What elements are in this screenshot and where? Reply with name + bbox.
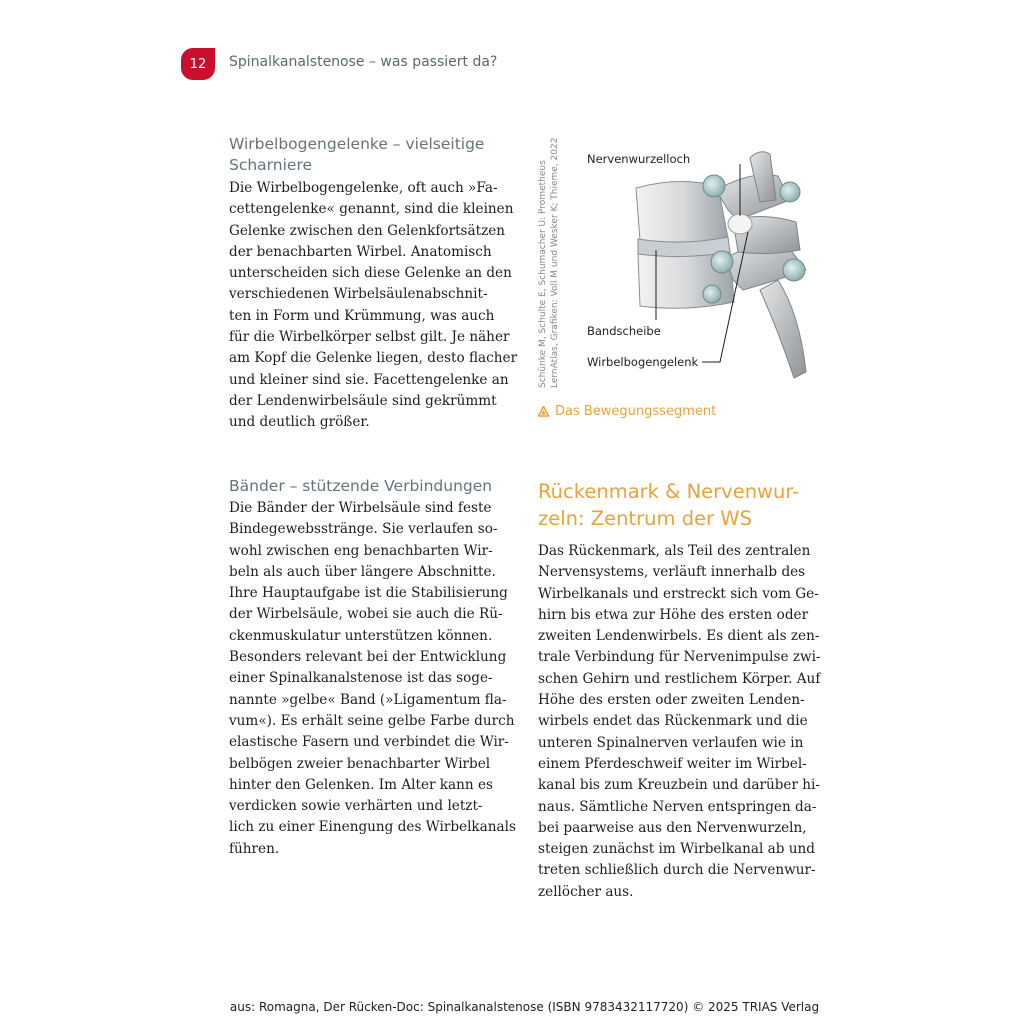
section-heading-ligaments: Bänder – stützende Verbindungen [229, 477, 493, 495]
text-line: beln als auch über längere Abschnitte. [229, 563, 496, 580]
figure-caption [538, 404, 716, 419]
vertebrae-illustration [528, 137, 828, 390]
text-line: Die Wirbelbogengelenke, oft auch »Fa- [229, 180, 498, 196]
text-line: bei paarweise aus den Nervenwurzeln, [538, 819, 807, 836]
image-credit-line: Schünke M, Schulte E, Schumacher U: Prometheus [538, 160, 548, 388]
text-line: schen Gehirn und restlichem Körper. Auf [538, 670, 821, 687]
label-facet-joint: Wirbelbogengelenk [587, 355, 699, 369]
text-line: und kleiner sind sie. Facettengelenke an [229, 371, 509, 388]
section-body-spinal-cord [538, 541, 821, 903]
text-line: treten schließlich durch die Nervenwur- [538, 862, 816, 879]
text-line: vum«). Es erhält seine gelbe Farbe durch [229, 712, 515, 729]
section-heading-facet-joints [229, 134, 484, 176]
text-line: ckenmuskulatur unterstützen können. [229, 627, 493, 644]
running-title: Spinalkanalstenose – was passiert da? [229, 54, 498, 70]
caption-triangle-icon [538, 406, 549, 417]
heading-line: Rückenmark & Nervenwur- [538, 480, 800, 503]
text-line: ten in Form und Krümmung, was auch [229, 307, 495, 324]
text-line: trale Verbindung für Nervenimpulse zwi- [538, 649, 821, 666]
page-footer-citation: aus: Romagna, Der Rücken-Doc: Spinalkanalstenose (ISBN 9783432117720) © 2025 TRIAS Verlag [229, 1000, 820, 1014]
text-line: hirn bis etwa zur Höhe des ersten oder [538, 606, 809, 623]
text-line: Nervensystems, verläuft innerhalb des [538, 564, 806, 581]
text-line: Wirbelkanals und erstreckt sich vom Ge- [538, 585, 819, 602]
text-line: Ihre Hauptaufgabe ist die Stabilisierung [229, 585, 508, 602]
section-body-facet-joints [229, 178, 517, 434]
text-line: cettengelenke« genannt, sind die kleinen [229, 201, 514, 218]
text-line: steigen zunächst im Wirbelkanal ab und [538, 841, 815, 858]
text-line: wohl zwischen eng benachbarten Wir- [229, 542, 493, 559]
text-line: unterscheiden sich diese Gelenke an den [229, 265, 512, 282]
text-line: der benachbarten Wirbel. Anatomisch [229, 243, 492, 260]
section-heading-spinal-cord [538, 478, 799, 532]
caption-text: Das Bewegungssegment [555, 404, 717, 419]
text-line: für die Wirbelkörper selbst gilt. Je näher [229, 329, 510, 346]
text-line: naus. Sämtliche Nerven entspringen da- [538, 798, 817, 815]
text-line: und deutlich größer. [229, 414, 370, 431]
heading-line: zeln: Zentrum der WS [538, 507, 752, 530]
heading-line: Scharniere [229, 156, 313, 174]
text-line: Höhe des ersten oder zweiten Lenden- [538, 692, 805, 709]
text-line: unteren Spinalnerven verlaufen wie in [538, 734, 804, 751]
text-line: zweiten Lendenwirbels. Es dient als zen- [538, 628, 820, 645]
heading-line: Wirbelbogengelenke – vielseitige [229, 135, 485, 153]
text-line: der Lendenwirbelsäule sind gekrümmt [229, 392, 497, 409]
text-line: elastische Fasern und verbindet die Wir- [229, 734, 509, 751]
label-disc: Bandscheibe [587, 324, 661, 338]
text-line: nannte »gelbe« Band (»Ligamentum fla- [229, 691, 507, 708]
text-line: wirbels endet das Rückenmark und die [538, 713, 808, 730]
text-line: lich zu einer Einengung des Wirbelkanals [229, 819, 516, 836]
text-line: der Wirbelsäule, wobei sie auch die Rü- [229, 606, 503, 623]
page-number-badge: 12 [181, 48, 215, 80]
text-line: kanal bis zum Kreuzbein und darüber hi- [538, 777, 820, 794]
text-line: belbögen zweier benachbarter Wirbel [229, 755, 491, 772]
label-nerve-root-foramen: Nervenwurzelloch [587, 152, 691, 166]
section-body-ligaments [229, 498, 516, 860]
text-line: führen. [229, 840, 280, 857]
motion-segment-figure [528, 137, 828, 390]
text-line: Besonders relevant bei der Entwicklung [229, 649, 507, 666]
text-line: verdicken sowie verhärten und letzt- [229, 798, 483, 815]
text-line: einem Pferdeschweif weiter im Wirbel- [538, 755, 807, 772]
text-line: verschiedenen Wirbelsäulenabschnit- [229, 286, 488, 303]
text-line: am Kopf die Gelenke liegen, desto flacher [229, 350, 518, 367]
text-line: hinter den Gelenken. Im Alter kann es [229, 776, 494, 793]
text-line: einer Spinalkanalstenose ist das soge- [229, 670, 493, 687]
text-line: Gelenke zwischen den Gelenkfortsätzen [229, 222, 506, 239]
text-line: zellöcher aus. [538, 883, 634, 900]
text-line: Bindegewebsstränge. Sie verlaufen so- [229, 521, 498, 538]
text-line: Die Bänder der Wirbelsäule sind feste [229, 500, 492, 516]
image-credit-line: LernAtlas, Grafiken: Voll M und Wesker K; Thieme, 2022 [550, 137, 560, 388]
text-line: Das Rückenmark, als Teil des zentralen [538, 543, 811, 559]
